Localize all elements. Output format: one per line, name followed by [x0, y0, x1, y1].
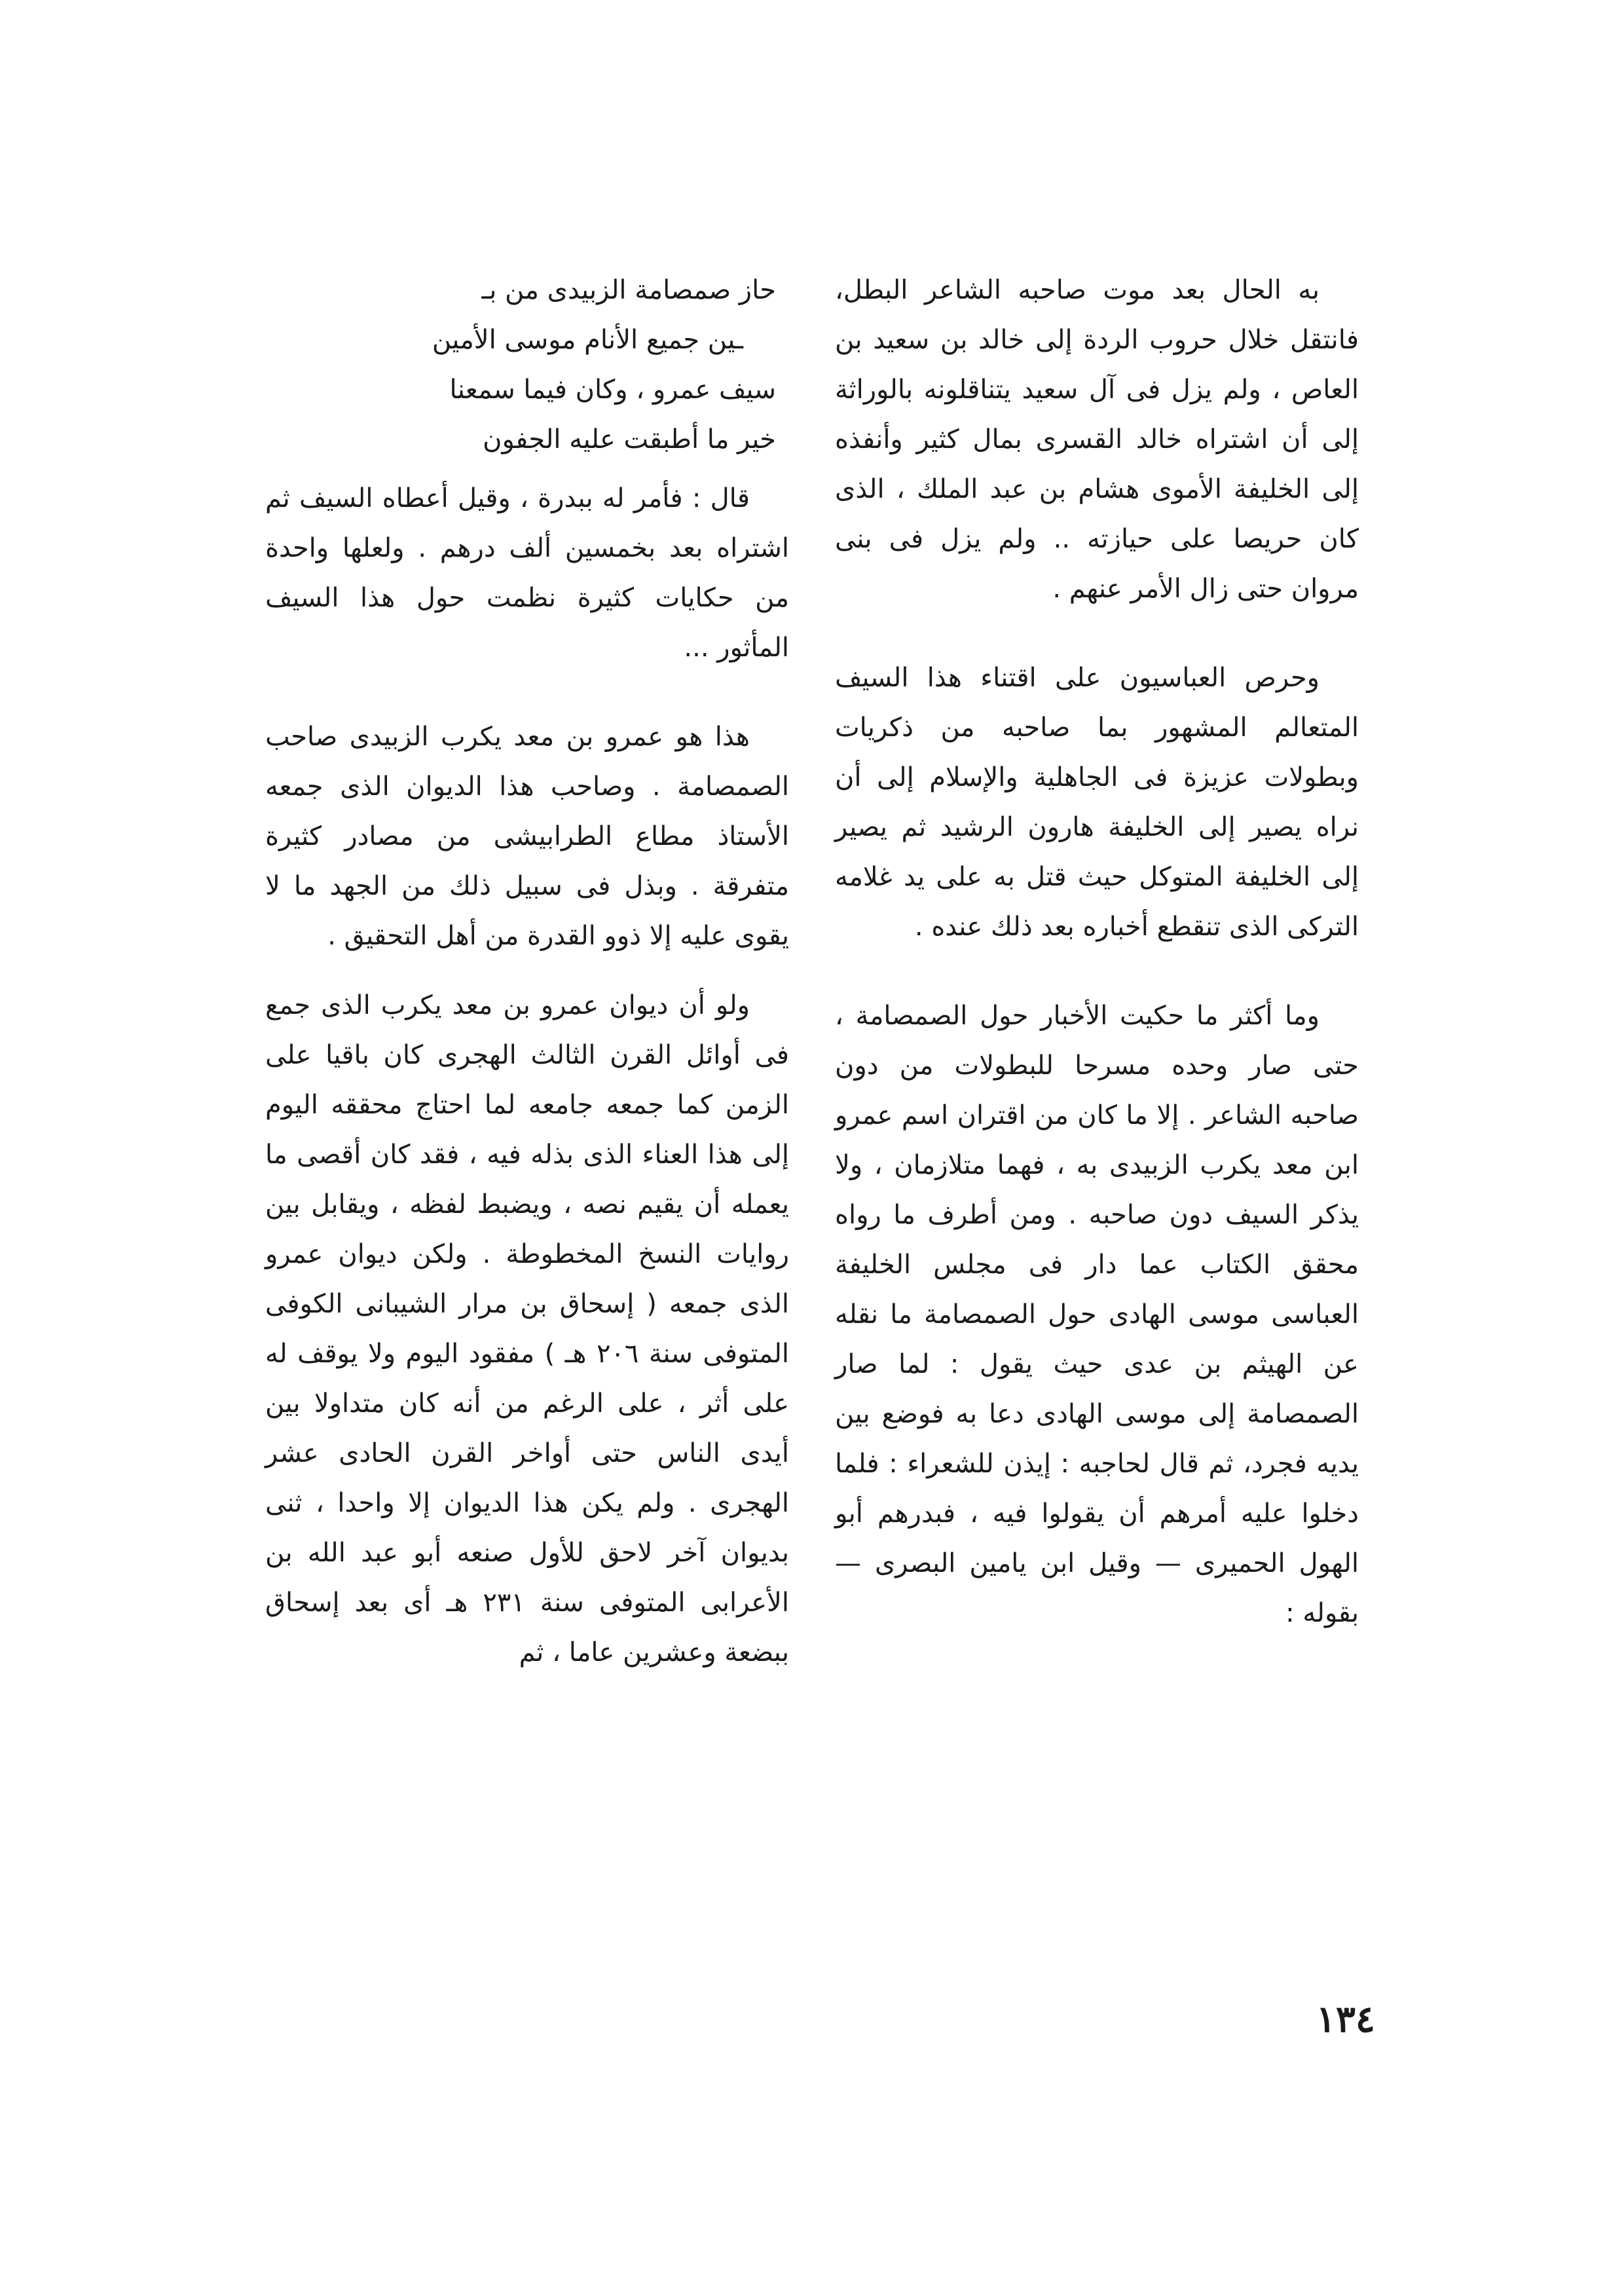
right-paragraph-3: وما أكثر ما حكيت الأخبار حول الصمصامة ، حتى صار وحده مسرحا للبطولات من دون صاحبه الشاعر . إلا ما كان من اقتران اسم عمرو ابن معد يكرب الزبيدى به ، فهما متلازمان ، ولا يذكر السيف دون صاحبه . ومن أطرف ما رواه محقق الكتاب عما دار فى مجلس الخليفة العباسى موسى الهادى حول الصمصامة ما نقله عن الهيثم بن عدى حيث يقول : لما صار الصمصامة إلى موسى الهادى دعا به فوضع بين يديه فجرد، ثم قال لحاجبه : إيذن للشعراء : فلما دخلوا عليه أمرهم أن يقولوا فيه ، فبدرهم أبو الهول الحميرى — وقيل ابن يامين البصرى — بقوله :	[835, 1001, 1359, 1628]
poem-line-2: ـين جميع الأنام موسى الأمين	[432, 325, 743, 355]
right-column	[835, 265, 1359, 1638]
poem-line-3: سيف عمرو ، وكان فيما سمعنا	[449, 375, 776, 405]
right-paragraph-1: به الحال بعد موت صاحبه الشاعر البطل، فانتقل خلال حروب الردة إلى خالد بن سعيد بن العاص ، ولم يزل فى آل سعيد يتناقلونه بالوراثة إلى أن اشتراه خالد القسرى بمال كثير وأنفذه إلى الخليفة الأموى هشام بن عبد الملك ، الذى كان حريصا على حيازته .. ولم يزل فى بنى مروان حتى زال الأمر عنهم .	[835, 275, 1359, 604]
poem	[265, 265, 789, 464]
left-paragraph-1: قال : فأمر له ببدرة ، وقيل أعطاه السيف ثم اشتراه بعد بخمسين ألف درهم . ولعلها واحدة من حكايات كثيرة نظمت حول هذا السيف المأثور ...	[265, 483, 789, 663]
page-number: ١٣٤	[1316, 1998, 1375, 2041]
right-paragraph-2: وحرص العباسيون على اقتناء هذا السيف المتعالم المشهور بما صاحبه من ذكريات وبطولات عزيزة فى الجاهلية والإسلام إلى أن نراه يصير إلى الخليفة هارون الرشيد ثم يصير إلى الخليفة المتوكل حيث قتل به على يد غلامه التركى الذى تنقطع أخباره بعد ذلك عنده .	[835, 663, 1359, 942]
left-paragraph-2: هذا هو عمرو بن معد يكرب الزبيدى صاحب الصمصامة . وصاحب هذا الديوان الذى جمعه الأستاذ مطاع الطرابيشى من مصادر كثيرة متفرقة . وبذل فى سبيل ذلك من الجهد ما لا يقوى عليه إلا ذوو القدرة من أهل التحقيق .	[265, 722, 789, 951]
poem-line-4: خير ما أطبقت عليه الجفون	[483, 424, 776, 455]
left-paragraph-3: ولو أن ديوان عمرو بن معد يكرب الذى جمع فى أوائل القرن الثالث الهجرى كان باقيا على الزمن كما جمعه جامعه لما احتاج محققه اليوم إلى هذا العناء الذى بذله فيه ، فقد كان أقصى ما يعمله أن يقيم نصه ، ويضبط لفظه ، ويقابل بين روايات النسخ المخطوطة . ولكن ديوان عمرو الذى جمعه ( إسحاق بن مرار الشيبانى الكوفى المتوفى سنة ٢٠٦ هـ ) مفقود اليوم ولا يوقف له على أثر ، على الرغم من أنه كان متداولا بين أيدى الناس حتى أواخر القرن الحادى عشر الهجرى . ولم يكن هذا الديوان إلا واحدا ، ثنى بديوان آخر لاحق للأول صنعه أبو عبد الله بن الأعرابى المتوفى سنة ٢٣١ هـ أى بعد إسحاق ببضعة وعشرين عاما ، ثم	[265, 990, 789, 1668]
left-column	[265, 265, 789, 1677]
poem-line-1: حاز صمصامة الزبيدى من بـ	[481, 275, 776, 305]
